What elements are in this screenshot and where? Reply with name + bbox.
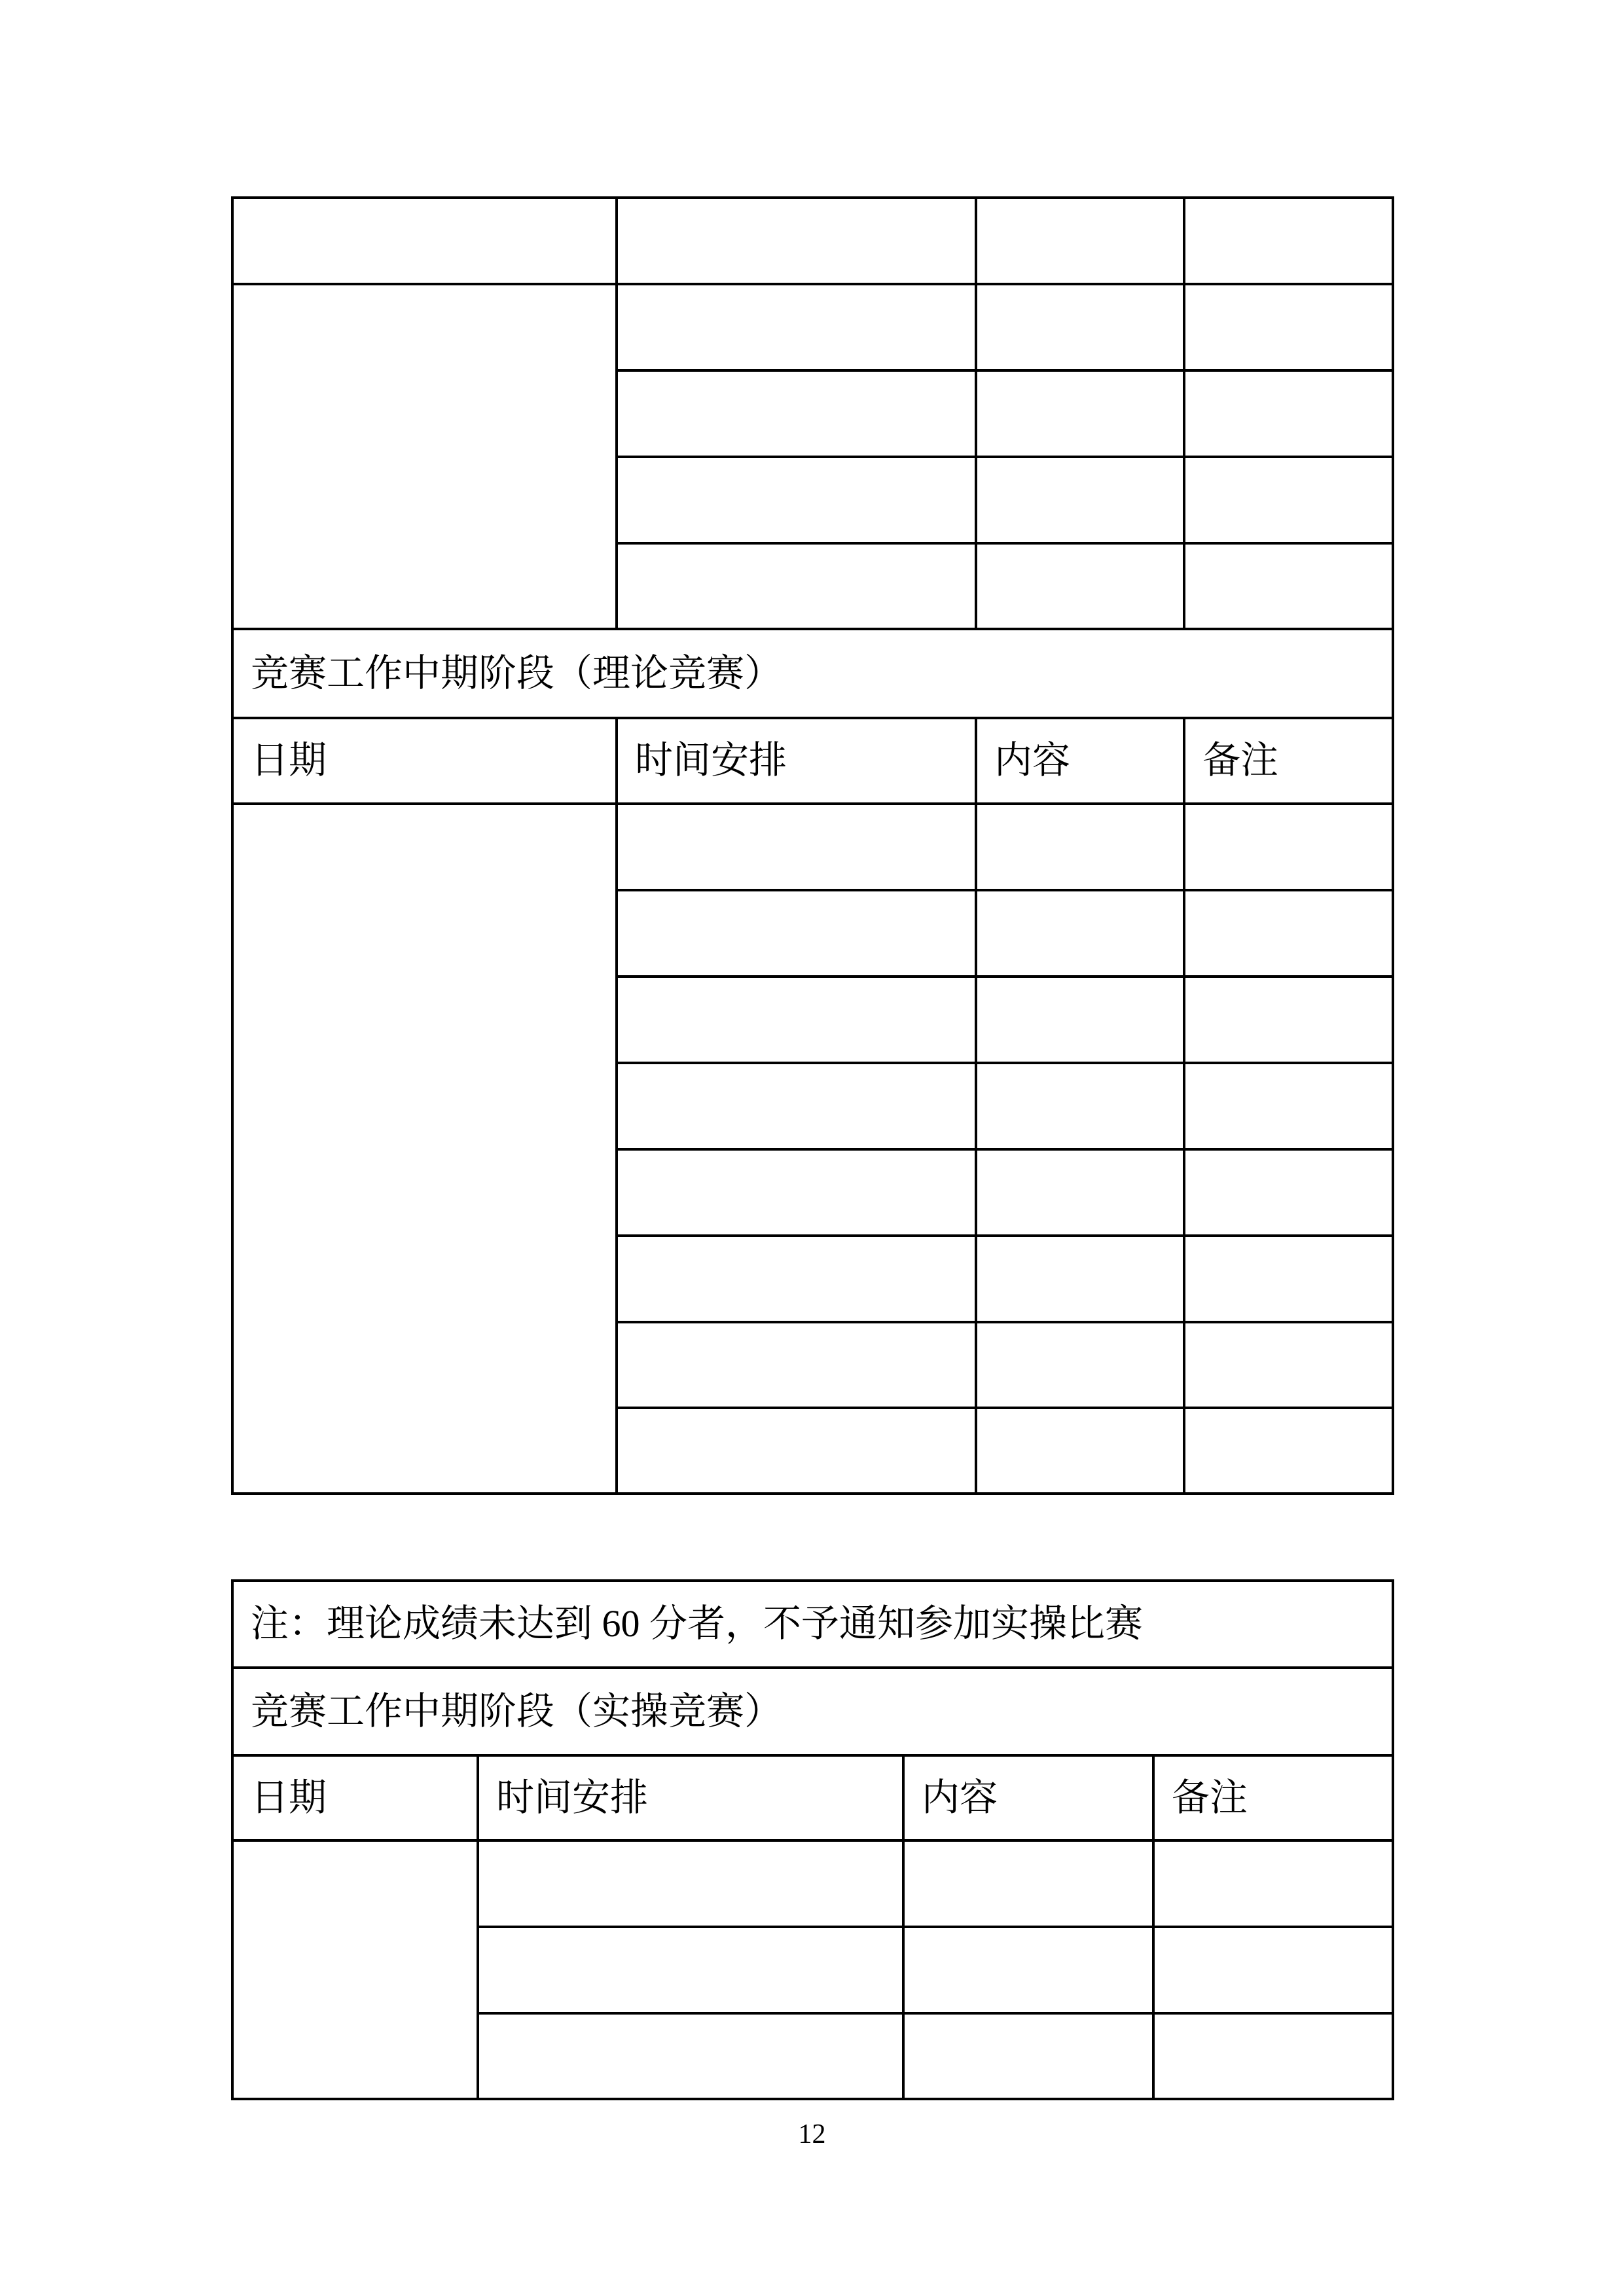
empty-cell [1184, 457, 1393, 543]
empty-cell [976, 977, 1184, 1063]
practical-schedule-table [231, 1579, 1394, 2100]
theory-schedule-table [231, 196, 1394, 1495]
empty-cell [976, 284, 1184, 370]
empty-cell [617, 977, 976, 1063]
empty-cell [1184, 1063, 1393, 1149]
theory-section-title-cell: 竞赛工作中期阶段（理论竞赛） [232, 629, 1393, 718]
empty-cell [617, 1236, 976, 1322]
empty-cell [976, 457, 1184, 543]
empty-cell [976, 198, 1184, 284]
empty-cell [1184, 804, 1393, 890]
empty-cell [976, 1408, 1184, 1494]
empty-cell [617, 457, 976, 543]
empty-cell [1184, 1236, 1393, 1322]
empty-cell [976, 804, 1184, 890]
empty-cell [976, 1236, 1184, 1322]
empty-cell [1153, 1840, 1393, 1927]
empty-cell [1184, 1149, 1393, 1236]
empty-cell [976, 890, 1184, 977]
practical-header-remarks: 备注 [1153, 1755, 1393, 1840]
empty-cell [617, 1149, 976, 1236]
empty-cell [478, 1840, 903, 1927]
empty-cell [903, 1927, 1153, 2013]
empty-cell [478, 1927, 903, 2013]
empty-cell [1184, 890, 1393, 977]
empty-cell [617, 890, 976, 977]
empty-cell [903, 2013, 1153, 2099]
empty-cell [1184, 543, 1393, 629]
empty-merged-date-cell [232, 804, 617, 1494]
empty-cell [617, 543, 976, 629]
empty-cell [617, 804, 976, 890]
empty-cell [1184, 370, 1393, 457]
theory-header-time: 时间安排 [617, 718, 976, 804]
theory-header-date: 日期 [232, 718, 617, 804]
empty-cell [1184, 198, 1393, 284]
empty-cell [617, 1408, 976, 1494]
empty-cell [1153, 1927, 1393, 2013]
empty-merged-date-cell [232, 284, 617, 629]
page-number: 12 [798, 2119, 826, 2149]
empty-cell [617, 198, 976, 284]
empty-cell [1184, 1408, 1393, 1494]
empty-cell [1184, 284, 1393, 370]
empty-cell [617, 1063, 976, 1149]
empty-cell [976, 370, 1184, 457]
practical-header-content: 内容 [903, 1755, 1153, 1840]
practical-section-title-cell: 竞赛工作中期阶段（实操竞赛） [232, 1668, 1393, 1755]
practical-header-time: 时间安排 [478, 1755, 903, 1840]
empty-cell [903, 1840, 1153, 1927]
empty-cell [976, 543, 1184, 629]
empty-cell [976, 1322, 1184, 1408]
empty-cell [976, 1149, 1184, 1236]
theory-header-remarks: 备注 [1184, 718, 1393, 804]
empty-cell [1184, 977, 1393, 1063]
empty-cell [617, 1322, 976, 1408]
empty-cell [478, 2013, 903, 2099]
empty-cell [976, 1063, 1184, 1149]
empty-cell [617, 370, 976, 457]
empty-cell [1153, 2013, 1393, 2099]
empty-cell [232, 198, 617, 284]
empty-cell [1184, 1322, 1393, 1408]
practical-header-date: 日期 [232, 1755, 478, 1840]
score-note-cell: 注：理论成绩未达到 60 分者，不予通知参加实操比赛 [232, 1581, 1393, 1668]
theory-header-content: 内容 [976, 718, 1184, 804]
empty-cell [617, 284, 976, 370]
empty-merged-date-cell [232, 1840, 478, 2099]
